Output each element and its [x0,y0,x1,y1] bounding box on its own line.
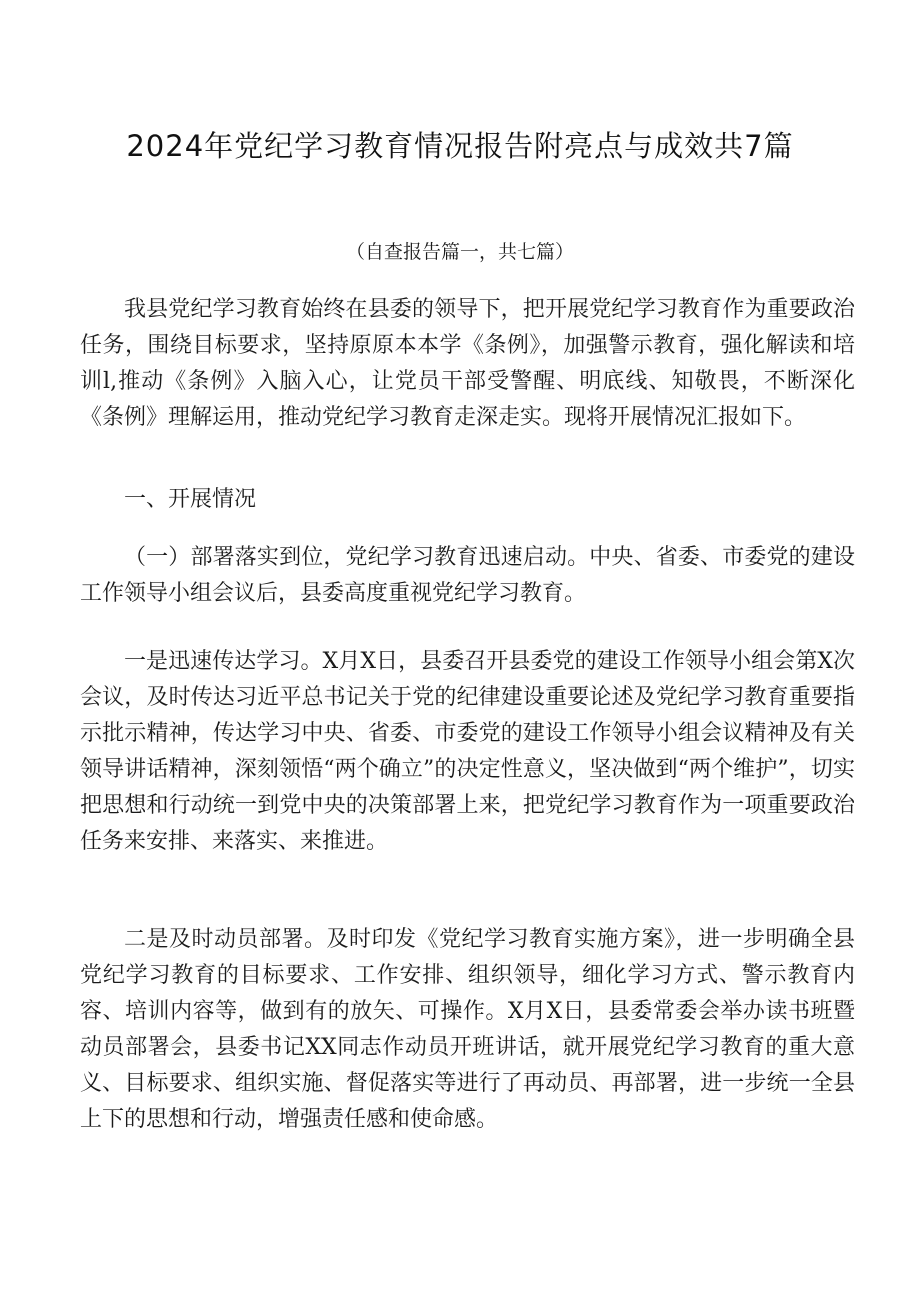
subsection-paragraph: （一）部署落实到位，党纪学习教育迅速启动。中央、省委、市委党的建设工作领导小组会议后，县委高度重视党纪学习教育。 [80,545,855,606]
point-one-paragraph: 一是迅速传达学习。X月X日，县委召开县委党的建设工作领导小组会第X次会议，及时传达习近平总书记关于党的纪律建设重要论述及党纪学习教育重要指示批示精神，传达学习中央、省委、市委党的建设工作领导小组会议精神及有关领导讲话精神，深刻领悟“两个确立”的决定性意义，坚决做到“两个维护”，切实把思想和行动统一到党中央的决策部署上来，把党纪学习教育作为一项重要政治任务来安排、来落实、来推进。 [80,649,855,854]
point-two-paragraph: 二是及时动员部署。及时印发《党纪学习教育实施方案》，进一步明确全县党纪学习教育的目标要求、工作安排、组织领导，细化学习方式、警示教育内容、培训内容等，做到有的放矢、可操作。X月X日，县委常委会举办读书班暨动员部署会，县委书记XX同志作动员开班讲话，就开展党纪学习教育的重大意义、目标要求、组织实施、督促落实等进行了再动员、再部署，进一步统一全县上下的思想和行动，增强责任感和使命感。 [80,927,855,1132]
document-title: 2024年党纪学习教育情况报告附亮点与成效共7篇 [126,129,794,163]
document-subtitle: （自查报告篇一，共七篇） [345,241,574,263]
section-heading: 一、开展情况 [124,487,257,512]
intro-paragraph: 我县党纪学习教育始终在县委的领导下，把开展党纪学习教育作为重要政治任务，围绕目标要求，坚持原原本本学《条例》，加强警示教育，强化解读和培训l,推动《条例》入脑入心，让党员干部受警醒、明底线、知敬畏，不断深化《条例》理解运用，推动党纪学习教育走深走实。现将开展情况汇报如下。 [80,297,855,430]
